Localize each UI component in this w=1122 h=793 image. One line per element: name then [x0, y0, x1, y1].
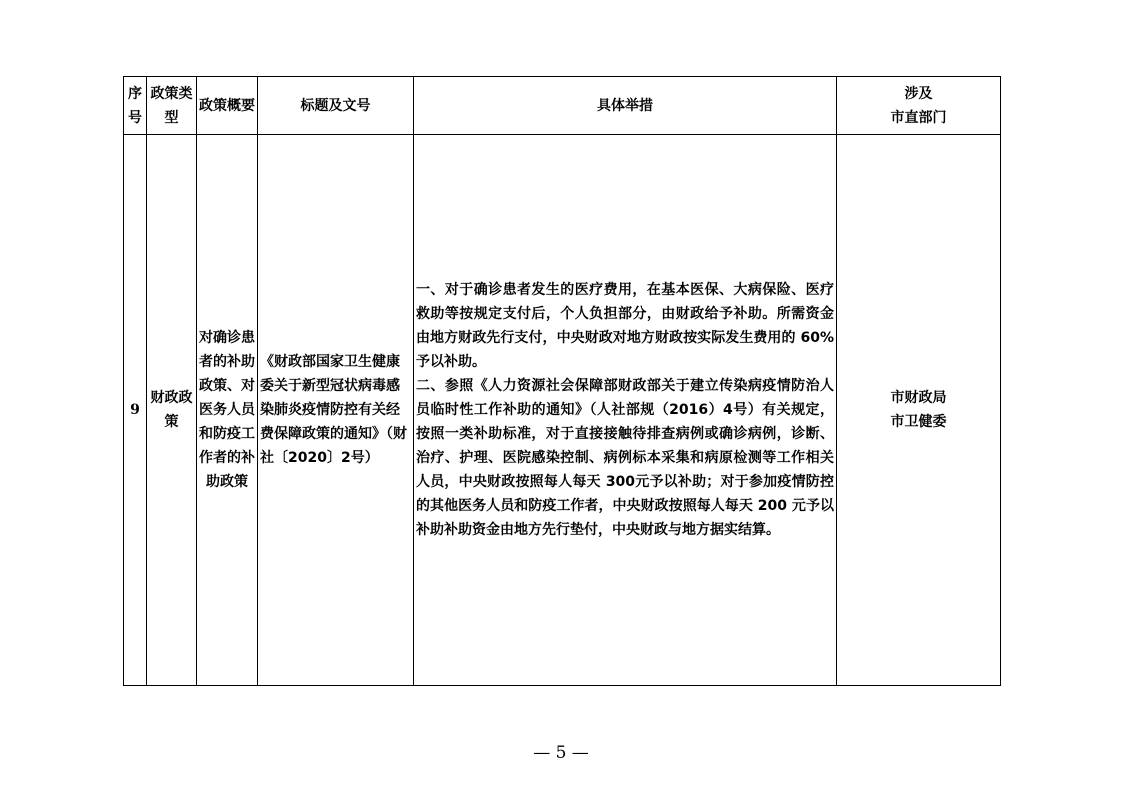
measure-item-1: 一、对于确诊患者发生的医疗费用，在基本医保、大病保险、医疗救助等按规定支付后，个人负担部分，由财政给予补助。所需资金由地方财政先行支付，中央财政对地方财政按实际发生费用的 60%予以补助。 [416, 282, 834, 370]
measure-item-2: 二、参照《人力资源社会保障部财政部关于建立传染病疫情防治人员临时性工作补助的通知》（人社部规（2016）4号）有关规定，按照一类补助标准，对于直接接触待排查病例或确诊病例，诊断、治疗、护理、医院感染控制、病例标本采集和病原检测等工作相关人员，中央财政按照每人每天 300元予以补助；对于参加疫情防控的其他医务人员和防疫工作者，中央财政按照每人每天 200 元予以补助补助资金由地方先行垫付，中央财政与地方据实结算。 [416, 378, 834, 538]
table-row [124, 135, 1001, 686]
row-index: 9 [124, 135, 147, 686]
row-title-doc: 《财政部国家卫生健康委关于新型冠状病毒感染肺炎疫情防控有关经费保障政策的通知》（财社〔2020〕2号） [258, 135, 414, 686]
header-title-doc: 标题及文号 [258, 77, 414, 135]
header-departments: 涉及 市直部门 [837, 77, 1001, 135]
header-policy-summary: 政策概要 [197, 77, 258, 135]
header-index: 序号 [124, 77, 147, 135]
row-policy-type: 财政政策 [147, 135, 197, 686]
header-policy-type: 政策类型 [147, 77, 197, 135]
row-measures [414, 135, 837, 686]
row-policy-summary: 对确诊患者的补助政策、对医务人员和防疫工作者的补助政策 [197, 135, 258, 686]
table-header-row [124, 77, 1001, 135]
page-number: — 5 — [533, 743, 589, 763]
row-departments: 市财政局 市卫健委 [837, 135, 1001, 686]
header-measures: 具体举措 [414, 77, 837, 135]
policy-table [123, 76, 1001, 686]
